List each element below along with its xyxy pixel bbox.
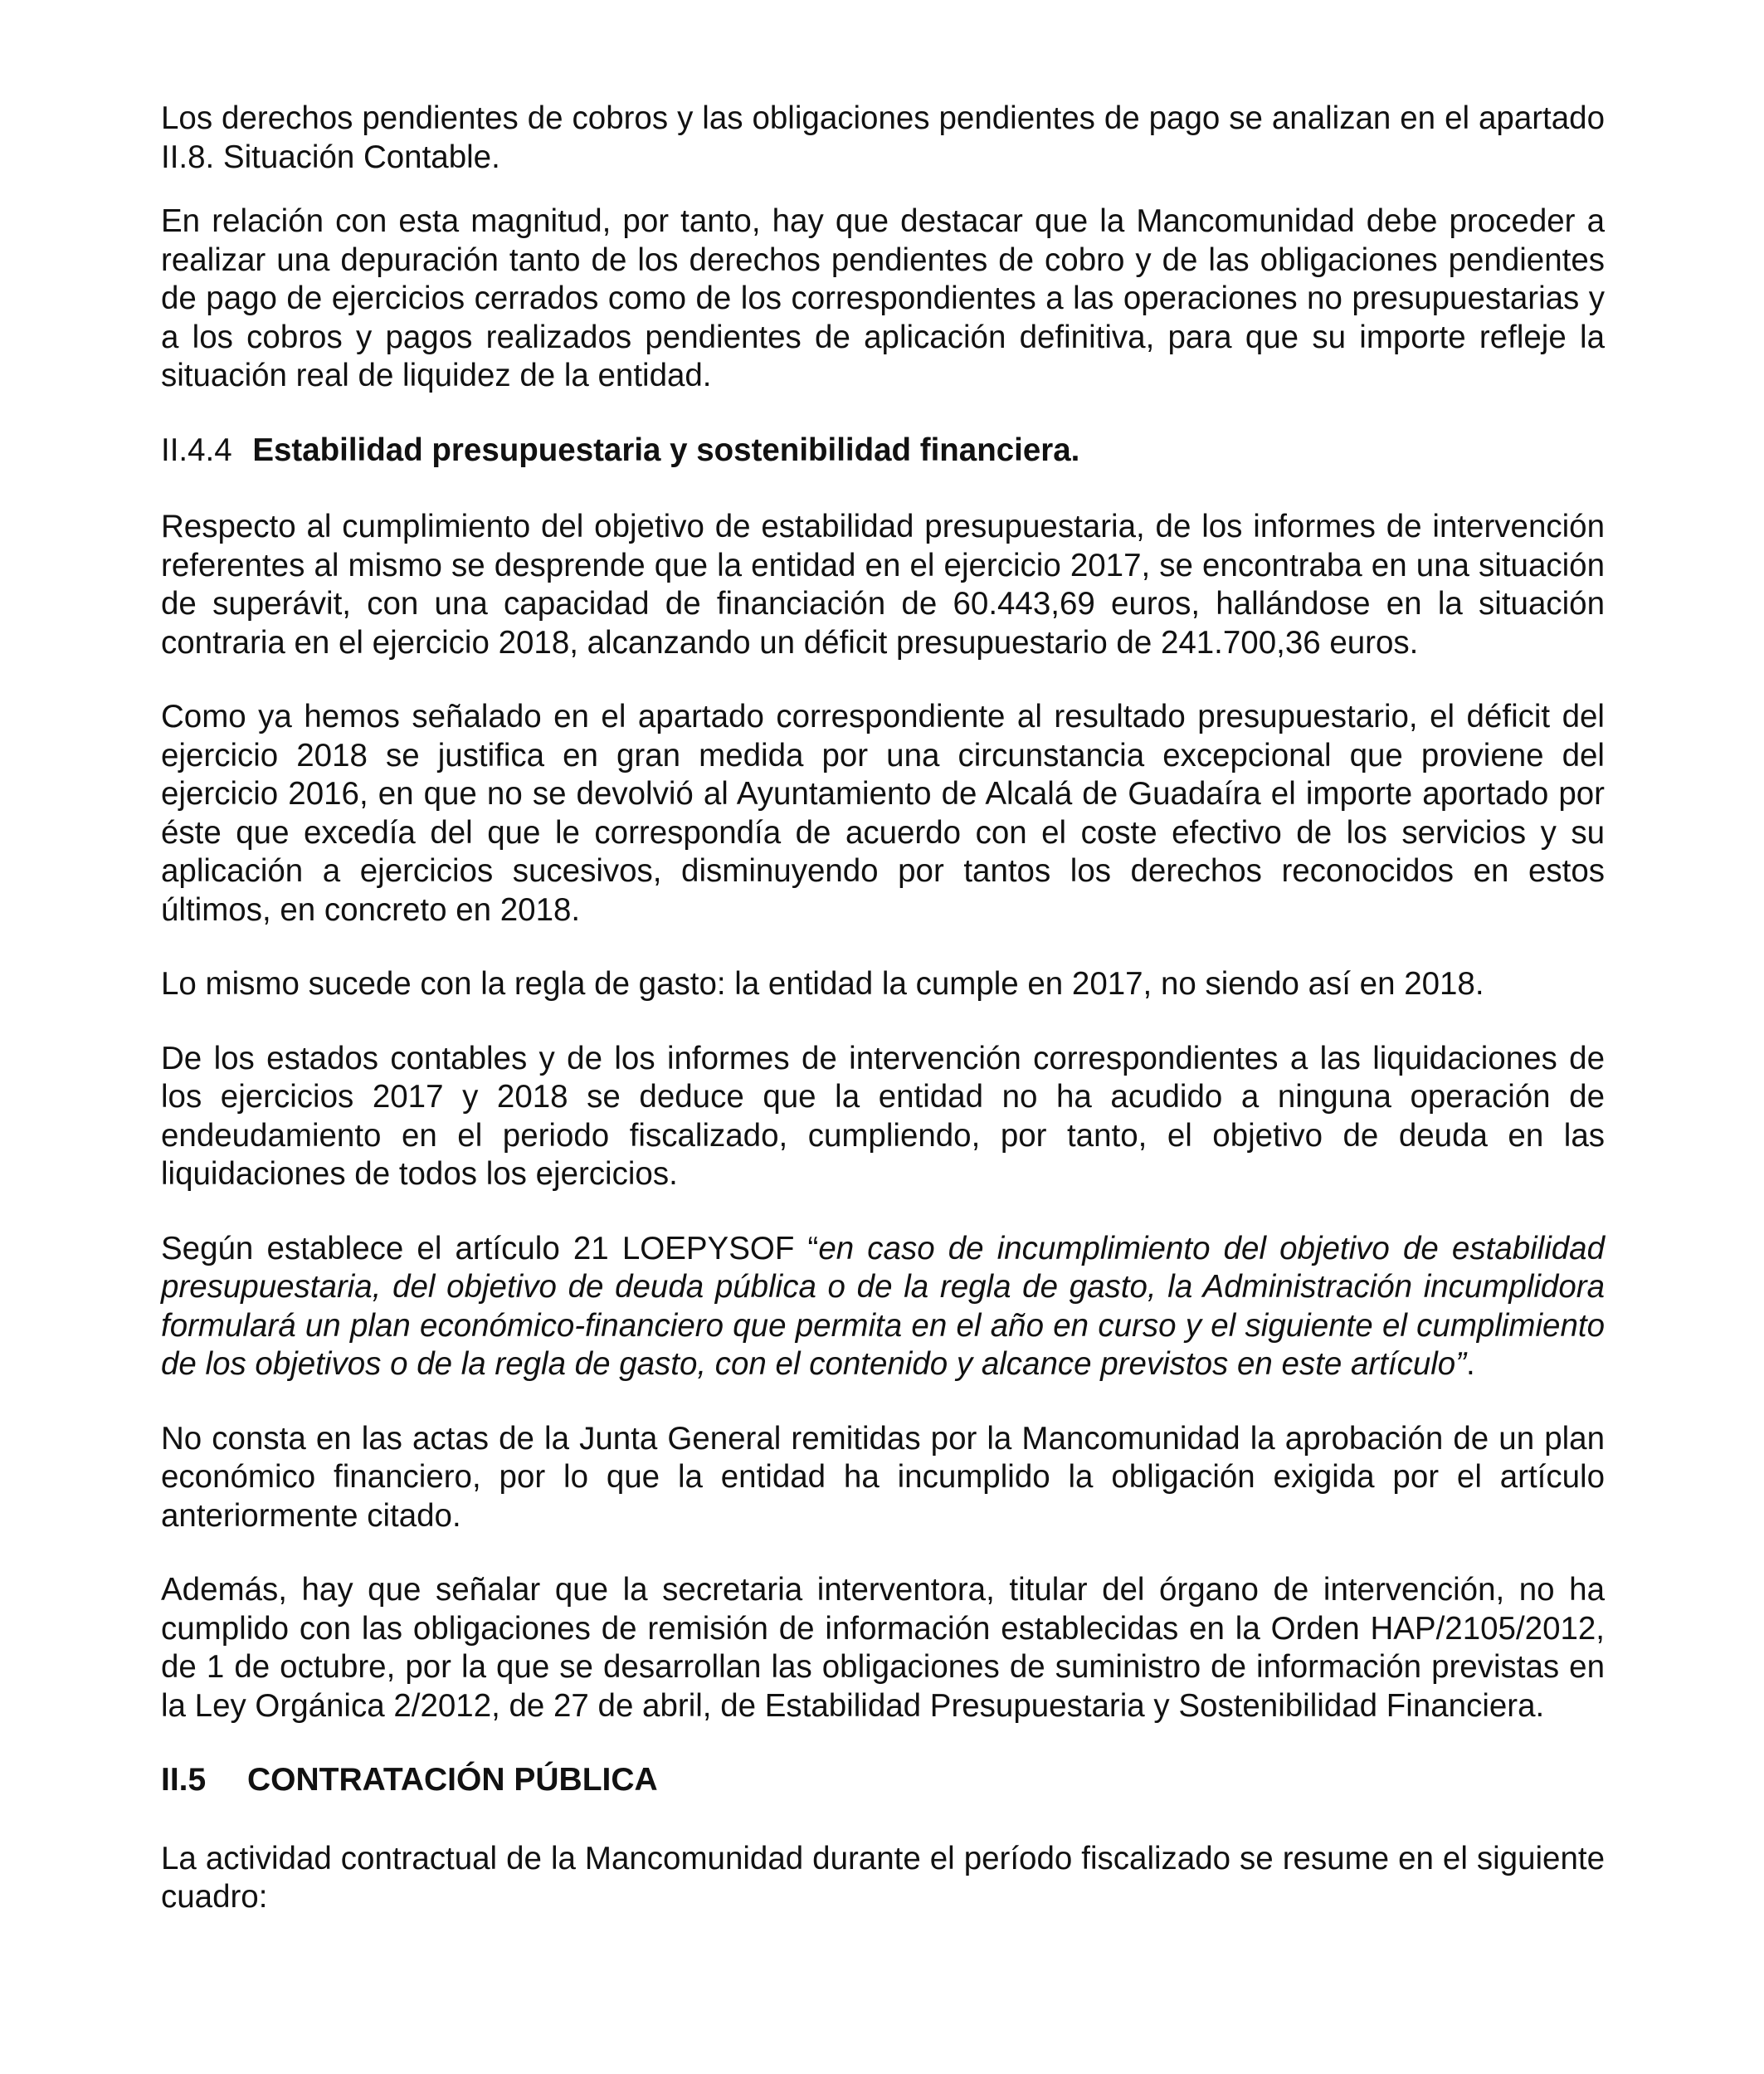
paragraph-contratacion: La actividad contractual de la Mancomunidad durante el período fiscalizado se resume en el siguiente cuadro: bbox=[161, 1840, 1605, 1915]
paragraph-regla-gasto: Lo mismo sucede con la regla de gasto: la entidad la cumple en 2017, no siendo así en 2018. bbox=[161, 966, 1484, 1002]
paragraph-deficit: Como ya hemos señalado en el apartado correspondiente al resultado presupuestario, el déficit del ejercicio 2018 se justifica en gran medida por una circunstancia excepcional que proviene del ejercicio 2016, en que no se devolvió al Ayuntamiento de Alcalá de Guadaíra el importe aportado por éste que excedía del que le correspondía de acuerdo con el coste efectivo de los servicios y su aplicación a ejercicios sucesivos, disminuyendo por tantos los derechos reconocidos en estos últimos, en concreto en 2018. bbox=[161, 699, 1605, 928]
article-quote: en caso de incumplimiento del objetivo de estabilidad presupuestaria, del objetivo de deuda pública o de la regla de gasto, la Administración incumplidora formulará un plan económico-financiero que permita en el año en curso y el siguiente el cumplimiento de los objetivos o de la regla de gasto, con el contenido y alcance previstos en este artículo” bbox=[161, 1230, 1605, 1382]
paragraph-endeudamiento: De los estados contables y de los informes de intervención correspondientes a las liquidaciones de los ejercicios 2017 y 2018 se deduce que la entidad no ha acudido a ninguna operación de endeudamiento en el periodo fiscalizado, cumpliendo, por tanto, el objetivo de deuda en las liquidaciones de todos los ejercicios. bbox=[161, 1040, 1605, 1192]
paragraph-derechos-pendientes: Los derechos pendientes de cobros y las obligaciones pendientes de pago se analizan en el apartado II.8. Situación Contable. bbox=[161, 100, 1605, 175]
article-tail: . bbox=[1466, 1346, 1475, 1382]
section-title: CONTRATACIÓN PÚBLICA bbox=[247, 1762, 658, 1798]
subsection-heading bbox=[161, 432, 1605, 471]
paragraph-secretaria: Además, hay que señalar que la secretaria interventora, titular del órgano de intervención, no ha cumplido con las obligaciones de remisión de información establecidas en la Orden HAP/2105/2012, de 1 de octubre, por la que se desarrollan las obligaciones de suministro de información previstas en la Ley Orgánica 2/2012, de 27 de abril, de Estabilidad Presupuestaria y Sostenibilidad Financiera. bbox=[161, 1572, 1605, 1724]
paragraph-articulo-21 bbox=[161, 1230, 1605, 1384]
document-page bbox=[161, 100, 1605, 1953]
paragraph-estabilidad: Respecto al cumplimiento del objetivo de estabilidad presupuestaria, de los informes de intervención referentes al mismo se desprende que la entidad en el ejercicio 2017, se encontraba en una situación de superávit, con una capacidad de financiación de 60.443,69 euros, hallándose en la situación contraria en el ejercicio 2018, alcanzando un déficit presupuestario de 241.700,36 euros. bbox=[161, 509, 1605, 661]
section-heading bbox=[161, 1761, 1605, 1800]
subsection-number: II.4.4 bbox=[161, 432, 232, 468]
paragraph-plan-economico: No consta en las actas de la Junta General remitidas por la Mancomunidad la aprobación de un plan económico financiero, por lo que la entidad ha incumplido la obligación exigida por el artículo anteriormente citado. bbox=[161, 1420, 1605, 1534]
article-lead-text: Según establece el artículo 21 LOEPYSOF “ bbox=[161, 1230, 819, 1266]
paragraph-depuracion: En relación con esta magnitud, por tanto, hay que destacar que la Mancomunidad debe proceder a realizar una depuración tanto de los derechos pendientes de cobro y de las obligaciones pendientes de pago de ejercicios cerrados como de los correspondientes a las operaciones no presupuestarias y a los cobros y pagos realizados pendientes de aplicación definitiva, para que su importe refleje la situación real de liquidez de la entidad. bbox=[161, 203, 1605, 393]
section-number: II.5 bbox=[161, 1762, 207, 1798]
subsection-title: Estabilidad presupuestaria y sostenibilidad financiera. bbox=[252, 432, 1080, 468]
